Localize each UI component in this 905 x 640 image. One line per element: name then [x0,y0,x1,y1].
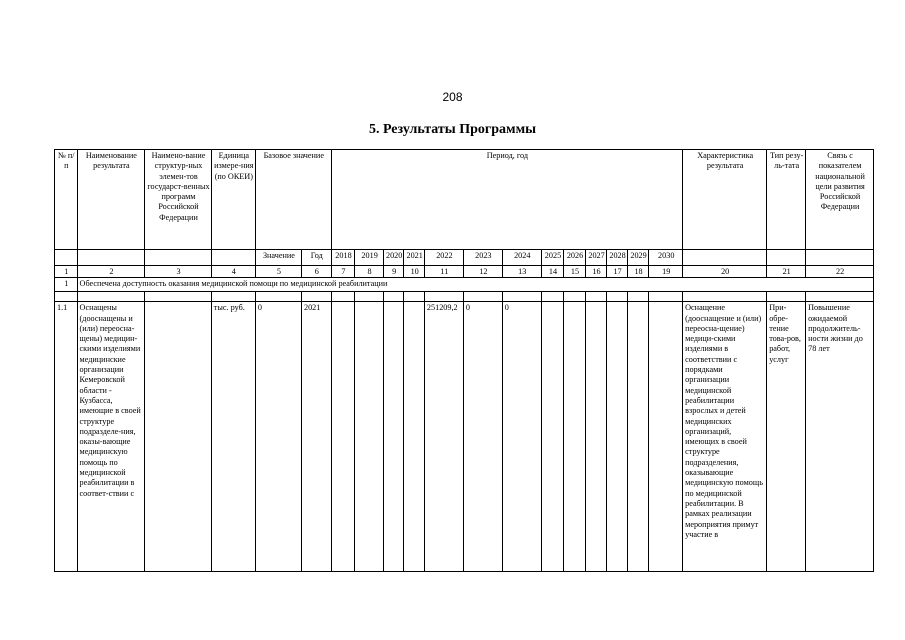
header-result-type: Тип резу-ль-тата [767,150,806,250]
year-header: 2024 [502,250,541,266]
year-header: 2023 [463,250,502,266]
spacer-cell [301,292,331,302]
year-header: 2028 [607,250,627,266]
row-year-2029 [627,302,649,572]
section-text: Обеспечена доступность оказания медицинской помощи по медицинской реабилитации [77,278,873,292]
column-number: 11 [424,266,463,278]
spacer-cell [255,292,301,302]
subheader-empty [767,250,806,266]
subheader-empty [683,250,767,266]
column-number-row [55,266,874,278]
spacer-cell [806,292,874,302]
row-year-2018 [331,302,355,572]
row-year-2030 [649,302,683,572]
header-characteristic: Характеристика результата [683,150,767,250]
header-base: Базовое значение [255,150,331,250]
spacer-cell [331,292,355,302]
spacer-cell [424,292,463,302]
spacer-row [55,292,874,302]
year-header: 2030 [649,250,683,266]
row-structure [145,302,212,572]
column-number: 7 [331,266,355,278]
column-number: 17 [607,266,627,278]
subheader-empty [211,250,255,266]
results-table [54,149,874,572]
column-number: 13 [502,266,541,278]
row-characteristic: Оснащение (дооснащение и (или) переосна-щение) медици-скими изделиями в соответствии с порядками организации медицинской реабилитации взрослых и детей медицинских организаций, имеющих в своей структуре подразделения, оказывающие медицинскую помощь по медицинской реабилитации. В рамках реализации мероприятия примут участие в [683,302,767,572]
row-unit: тыс. руб. [211,302,255,572]
row-year-2021 [404,302,424,572]
spacer-cell [145,292,212,302]
column-number: 9 [383,266,403,278]
column-number: 18 [627,266,649,278]
row-num: 1.1 [55,302,78,572]
column-number: 19 [649,266,683,278]
column-number: 14 [541,266,564,278]
year-header: 2020 [383,250,403,266]
row-base-year: 2021 [301,302,331,572]
spacer-cell [649,292,683,302]
column-number: 1 [55,266,78,278]
row-year-2027 [585,302,607,572]
row-year-2019 [355,302,384,572]
spacer-cell [355,292,384,302]
subheader-empty [55,250,78,266]
spacer-cell [585,292,607,302]
spacer-cell [607,292,627,302]
page-title: 5. Результаты Программы [368,122,537,137]
row-result-name: Оснащены (дооснащены и (или) переосна-щены) медицин-скими изделиями медицинские организации Кемеровской области - Кузбасса, имеющие в своей структуре подразделе-ния, оказы-вающие медицинскую помощь по медицинской реабилитации в соответ-ствии с [77,302,145,572]
row-base-value: 0 [255,302,301,572]
column-number: 2 [77,266,145,278]
section-num: 1 [55,278,78,292]
column-number: 3 [145,266,212,278]
spacer-cell [211,292,255,302]
header-num: № п/п [55,150,78,250]
column-number: 12 [463,266,502,278]
spacer-cell [404,292,424,302]
spacer-cell [502,292,541,302]
year-header: 2029 [627,250,649,266]
row-result-type: При-обре-тение това-ров, работ, услуг [767,302,806,572]
subheader-base-year: Год [301,250,331,266]
column-number: 22 [806,266,874,278]
row-year-2028 [607,302,627,572]
row-year-2026 [564,302,586,572]
year-header: 2021 [404,250,424,266]
table-row [55,302,874,572]
column-number: 8 [355,266,384,278]
spacer-cell [564,292,586,302]
column-number: 10 [404,266,424,278]
row-year-2024: 0 [502,302,541,572]
subheader-empty [145,250,212,266]
spacer-cell [683,292,767,302]
page-number: 208 [442,90,463,104]
year-header: 2027 [585,250,607,266]
spacer-cell [77,292,145,302]
spacer-cell [767,292,806,302]
column-number: 5 [255,266,301,278]
spacer-cell [627,292,649,302]
header-structure-name: Наимено-вание структур-ных элемен-тов государст-венных программ Российской Федерации [145,150,212,250]
row-year-2025 [541,302,564,572]
section-row [55,278,874,292]
row-year-2023: 0 [463,302,502,572]
column-number: 20 [683,266,767,278]
year-header: 2018 [331,250,355,266]
column-number: 15 [564,266,586,278]
spacer-cell [463,292,502,302]
header-row [55,150,874,250]
header-result-name: Наименование результата [77,150,145,250]
subheader-empty [77,250,145,266]
row-year-2020 [383,302,403,572]
column-number: 4 [211,266,255,278]
row-link: Повышение ожидаемой продолжитель-ности жизни до 78 лет [806,302,874,572]
subheader-row [55,250,874,266]
spacer-cell [383,292,403,302]
year-header: 2025 [541,250,564,266]
column-number: 21 [767,266,806,278]
header-unit: Единица измере-ния (по ОКЕИ) [211,150,255,250]
subheader-base-value: Значение [255,250,301,266]
year-header: 2022 [424,250,463,266]
header-period: Период, год [331,150,682,250]
subheader-empty [806,250,874,266]
year-header: 2026 [564,250,586,266]
column-number: 6 [301,266,331,278]
header-link: Связь с показателем национальной цели развития Российской Федерации [806,150,874,250]
year-header: 2019 [355,250,384,266]
spacer-cell [55,292,78,302]
column-number: 16 [585,266,607,278]
spacer-cell [541,292,564,302]
row-year-2022: 251209,2 [424,302,463,572]
